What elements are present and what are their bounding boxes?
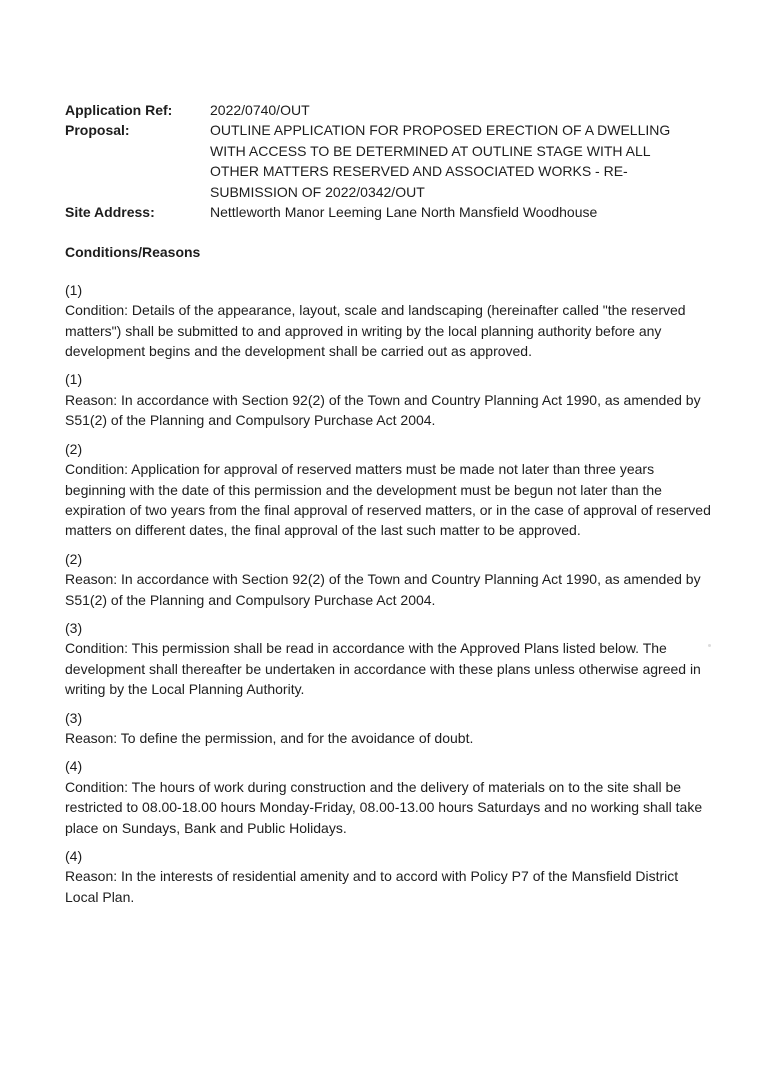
- reason-text: Reason: In accordance with Section 92(2) of the Town and Country Planning Act 1990, as amended by S51(2) of the Planning and Compulsory Purchase Act 2004.: [65, 571, 701, 608]
- condition-item-2: [65, 439, 715, 541]
- condition-number: (2): [65, 440, 83, 457]
- reason-number: (3): [65, 709, 83, 726]
- scan-artifact: [708, 644, 711, 647]
- reason-number: (2): [65, 550, 83, 567]
- site-address-label: Site Address:: [65, 204, 155, 221]
- conditions-reasons-heading: Conditions/Reasons: [65, 244, 201, 261]
- condition-text: Condition: Application for approval of reserved matters must be made not later than three years beginning with the date of this permission and the development must be begun not later than the expiration of two years from the final approval of reserved matters, or in the case of approval of reserved matters on different dates, the final approval of the last such matter to be approved.: [65, 461, 711, 539]
- application-ref-value: 2022/0740/OUT: [210, 102, 310, 118]
- reason-text: Reason: In the interests of residential amenity and to accord with Policy P7 of the Mansfield District Local Plan.: [65, 868, 679, 905]
- application-ref-label: Application Ref:: [65, 102, 173, 118]
- site-address-value: Nettleworth Manor Leeming Lane North Mansfield Woodhouse: [210, 204, 598, 221]
- condition-number: (1): [65, 281, 83, 298]
- application-header: [65, 100, 715, 222]
- reason-item-4: [65, 846, 715, 907]
- conditions-list: [65, 280, 715, 907]
- proposal-label: Proposal:: [65, 122, 130, 139]
- reason-number: (1): [65, 371, 83, 388]
- condition-text: Condition: The hours of work during construction and the delivery of materials on to the site shall be restricted to 08.00-18.00 hours Monday-Friday, 08.00-13.00 hours Saturdays and no working shall take place on Sundays, Bank and Public Holidays.: [65, 778, 703, 836]
- condition-number: (3): [65, 619, 83, 636]
- document-content: [65, 100, 715, 907]
- reason-text: Reason: To define the permission, and for the avoidance of doubt.: [65, 729, 474, 746]
- condition-item-4: [65, 756, 715, 838]
- condition-item-1: [65, 280, 715, 362]
- proposal-value: OUTLINE APPLICATION FOR PROPOSED ERECTION OF A DWELLING WITH ACCESS TO BE DETERMINED AT OUTLINE STAGE WITH ALL OTHER MATTERS RESERVED AND ASSOCIATED WORKS - RE-SUBMISSION OF 2022/0342/OUT: [210, 122, 671, 200]
- reason-number: (4): [65, 848, 83, 864]
- condition-item-3: [65, 618, 715, 700]
- condition-number: (4): [65, 758, 83, 775]
- condition-text: Condition: This permission shall be read in accordance with the Approved Plans listed below. The development shall thereafter be undertaken in accordance with these plans unless otherwise agreed in writing by the Local Planning Authority.: [65, 640, 701, 698]
- reason-text: Reason: In accordance with Section 92(2) of the Town and Country Planning Act 1990, as amended by S51(2) of the Planning and Compulsory Purchase Act 2004.: [65, 391, 701, 429]
- reason-item-2: [65, 549, 715, 610]
- condition-text: Condition: Details of the appearance, layout, scale and landscaping (hereinafter called "the reserved matters") shall be submitted to and approved in writing by the local planning authority before any development begins and the development shall be carried out as approved.: [65, 302, 686, 360]
- reason-item-1: [65, 369, 715, 430]
- reason-item-3: [65, 708, 715, 749]
